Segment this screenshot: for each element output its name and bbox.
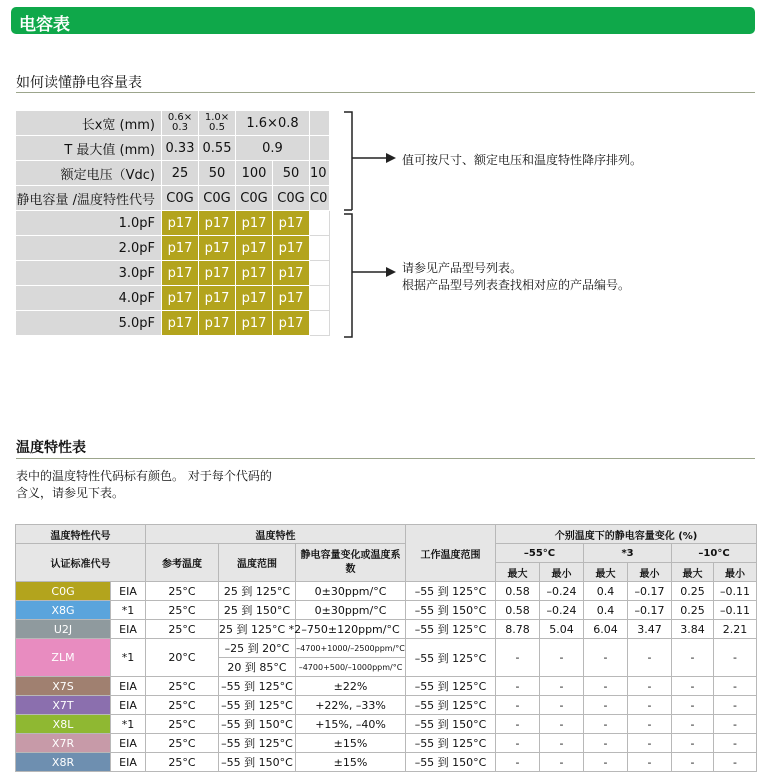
cap-change-value: - <box>628 734 672 753</box>
temp-code-swatch: X7T <box>16 696 111 715</box>
temp-code-swatch: X7S <box>16 677 111 696</box>
temp-coefficient: ±22% <box>296 677 406 696</box>
cap-change-value: - <box>628 715 672 734</box>
cap-change-value: - <box>628 696 672 715</box>
ref-temp: 25°C <box>146 715 219 734</box>
cap-change-value: 0.4 <box>584 582 628 601</box>
cap-change-value: 0.58 <box>496 582 540 601</box>
temp-range: –55 到 125°C <box>219 696 296 715</box>
cap-value-label: 4.0pF <box>16 286 162 311</box>
desc-line: 表中的温度特性代码标有颜色。 对于每个代码的 <box>16 469 272 483</box>
size-0603 <box>162 111 199 136</box>
temp-range: –55 到 150°C <box>219 753 296 772</box>
cap-change-value: - <box>628 753 672 772</box>
header-t1: –55°C <box>496 544 584 563</box>
header-bar <box>11 7 755 34</box>
cap-value-label: 5.0pF <box>16 311 162 336</box>
temp-code-value: C0G <box>236 186 273 211</box>
header-op-range: 工作温度范围 <box>406 525 496 582</box>
size-label: 长x宽 (mm) <box>16 111 162 136</box>
temp-coefficient: –750±120ppm/°C <box>296 620 406 639</box>
std-code: EIA <box>111 696 146 715</box>
header-max: 最大 <box>672 563 714 582</box>
voltage-value: 50 <box>273 161 310 186</box>
part-list-ref: p17 <box>199 311 236 336</box>
cap-change-value: –0.24 <box>540 601 584 620</box>
temp-range: –55 到 125°C <box>219 677 296 696</box>
temp-code-value: C0G <box>162 186 199 211</box>
header-temp-range: 温度范围 <box>219 544 296 582</box>
ref-temp: 25°C <box>146 753 219 772</box>
std-code: EIA <box>111 582 146 601</box>
cap-change-value: - <box>540 639 584 677</box>
size-value: 0.6× 0.3 <box>167 112 193 133</box>
ref-temp: 25°C <box>146 582 219 601</box>
cap-change-value: 3.47 <box>628 620 672 639</box>
header-max: 最大 <box>584 563 628 582</box>
op-range: –55 到 125°C <box>406 582 496 601</box>
op-range: –55 到 125°C <box>406 696 496 715</box>
part-list-ref: p17 <box>236 286 273 311</box>
std-code: EIA <box>111 734 146 753</box>
cap-change-value: - <box>714 753 757 772</box>
cap-change-value: - <box>714 696 757 715</box>
cap-change-value: - <box>496 753 540 772</box>
op-range: –55 到 125°C <box>406 677 496 696</box>
part-list-ref: p17 <box>273 286 310 311</box>
part-list-ref: p17 <box>236 211 273 236</box>
temp-code-label: 静电容量 /温度特性代号 <box>16 186 162 211</box>
part-list-ref: p17 <box>162 261 199 286</box>
cap-change-value: 6.04 <box>584 620 628 639</box>
cap-change-value: - <box>540 696 584 715</box>
part-list-ref: p17 <box>162 211 199 236</box>
std-code: *1 <box>111 639 146 677</box>
cap-change-value: - <box>672 753 714 772</box>
part-list-ref: p17 <box>273 311 310 336</box>
temp-section-title: 温度特性表 <box>16 440 86 456</box>
cap-value-label: 2.0pF <box>16 236 162 261</box>
temp-range: 25 到 125°C <box>219 582 296 601</box>
header-t3: –10°C <box>672 544 757 563</box>
header-code: 温度特性代号 <box>16 525 146 544</box>
cap-change-value: - <box>540 715 584 734</box>
temp-range: 20 到 85°C <box>219 658 296 677</box>
part-list-ref: p17 <box>199 286 236 311</box>
temp-coefficient: 0±30ppm/°C <box>296 582 406 601</box>
cap-change-value: - <box>672 696 714 715</box>
ref-temp: 20°C <box>146 639 219 677</box>
note-sort-order: 值可按尺寸、额定电压和温度特性降序排列。 <box>402 153 643 167</box>
cap-change-value: - <box>714 734 757 753</box>
temp-section-description <box>16 468 272 502</box>
temp-range: –55 到 125°C <box>219 734 296 753</box>
header-indiv: 个别温度下的静电容量变化 (%) <box>496 525 757 544</box>
ref-temp: 25°C <box>146 734 219 753</box>
note-line: 根据产品型号列表查找相对应的产品编号。 <box>402 278 631 292</box>
std-code: *1 <box>111 715 146 734</box>
cap-change-value: - <box>584 734 628 753</box>
temp-code-swatch: X8G <box>16 601 111 620</box>
temperature-characteristics-table <box>15 524 757 772</box>
cap-change-value: - <box>540 677 584 696</box>
ref-temp: 25°C <box>146 677 219 696</box>
cap-change-value: - <box>496 639 540 677</box>
cap-change-value: 0.58 <box>496 601 540 620</box>
part-list-ref: p17 <box>199 261 236 286</box>
std-code: EIA <box>111 677 146 696</box>
header-min: 最小 <box>714 563 757 582</box>
part-list-ref: p17 <box>162 236 199 261</box>
cap-change-value: - <box>496 734 540 753</box>
size-value: 1.0× 0.5 <box>204 112 230 133</box>
arrow-right-icon <box>352 151 398 165</box>
desc-line: 含义，请参见下表。 <box>16 486 125 500</box>
ref-temp: 25°C <box>146 620 219 639</box>
temp-code-swatch: U2J <box>16 620 111 639</box>
part-list-ref: p17 <box>162 286 199 311</box>
part-list-ref: p17 <box>273 211 310 236</box>
ref-temp: 25°C <box>146 696 219 715</box>
std-code: EIA <box>111 620 146 639</box>
temp-range: 25 到 150°C <box>219 601 296 620</box>
cap-change-value: - <box>714 639 757 677</box>
header-ref-temp: 参考温度 <box>146 544 219 582</box>
part-list-ref: p17 <box>199 236 236 261</box>
part-list-ref: p17 <box>162 311 199 336</box>
cap-change-value: –0.11 <box>714 601 757 620</box>
temp-coefficient: ±15% <box>296 734 406 753</box>
tmax-value: 0.33 <box>162 136 199 161</box>
part-list-ref: p17 <box>236 311 273 336</box>
note-line: 请参见产品型号列表。 <box>402 261 523 275</box>
temp-code-swatch: X8L <box>16 715 111 734</box>
temp-code-swatch: X8R <box>16 753 111 772</box>
temp-range: 25 到 125°C *2 <box>219 620 296 639</box>
cap-change-value: –0.11 <box>714 582 757 601</box>
cap-change-value: - <box>496 696 540 715</box>
cap-change-value: –0.17 <box>628 582 672 601</box>
op-range: –55 到 125°C <box>406 620 496 639</box>
header-std: 认证标准代号 <box>16 544 146 582</box>
cap-change-value: - <box>584 696 628 715</box>
cap-change-value: - <box>714 677 757 696</box>
cap-change-value: - <box>540 753 584 772</box>
temp-coefficient: ±15% <box>296 753 406 772</box>
temp-coefficient: +22%, –33% <box>296 696 406 715</box>
ref-temp: 25°C <box>146 601 219 620</box>
guide-section-title: 如何读懂静电容量表 <box>16 75 142 91</box>
part-list-ref: p17 <box>236 236 273 261</box>
header-cap-change: 静电容量变化或温度系数 <box>296 544 406 582</box>
tmax-label: T 最大值 (mm) <box>16 136 162 161</box>
cap-change-value: - <box>584 753 628 772</box>
temp-code-swatch: ZLM <box>16 639 111 677</box>
arrow-right-icon <box>352 265 398 279</box>
header-char: 温度特性 <box>146 525 406 544</box>
temp-range: –55 到 150°C <box>219 715 296 734</box>
temp-range: –25 到 20°C <box>219 639 296 658</box>
cap-change-value: - <box>672 677 714 696</box>
header-min: 最小 <box>628 563 672 582</box>
cap-value-label: 3.0pF <box>16 261 162 286</box>
cap-change-value: - <box>672 639 714 677</box>
cap-change-value: - <box>628 677 672 696</box>
std-code: EIA <box>111 753 146 772</box>
temp-coefficient: +15%, –40% <box>296 715 406 734</box>
temp-code-swatch: X7R <box>16 734 111 753</box>
cap-change-value: - <box>672 734 714 753</box>
cap-change-value: - <box>584 639 628 677</box>
part-list-ref: p17 <box>199 211 236 236</box>
voltage-value: 10 <box>310 161 330 186</box>
cap-change-value: - <box>672 715 714 734</box>
tmax-value: 0.55 <box>199 136 236 161</box>
part-list-ref: p17 <box>273 236 310 261</box>
temp-code-swatch: C0G <box>16 582 111 601</box>
op-range: –55 到 150°C <box>406 715 496 734</box>
section-rule <box>16 458 755 459</box>
cap-change-value: - <box>584 715 628 734</box>
voltage-value: 50 <box>199 161 236 186</box>
note-part-list <box>402 260 630 294</box>
tmax-value: 0.9 <box>236 136 310 161</box>
voltage-value: 25 <box>162 161 199 186</box>
temp-coefficient: 0±30ppm/°C <box>296 601 406 620</box>
cap-change-value: 0.25 <box>672 601 714 620</box>
cap-change-value: 5.04 <box>540 620 584 639</box>
voltage-label: 额定电压（Vdc) <box>16 161 162 186</box>
voltage-value: 100 <box>236 161 273 186</box>
cap-change-value: –0.24 <box>540 582 584 601</box>
size-1608: 1.6×0.8 <box>236 111 310 136</box>
temp-code-value: C0 <box>310 186 330 211</box>
cap-value-label: 1.0pF <box>16 211 162 236</box>
temp-coefficient: –4700+500/–1000ppm/°C <box>296 658 406 677</box>
cap-change-value: 8.78 <box>496 620 540 639</box>
op-range: –55 到 125°C <box>406 639 496 677</box>
op-range: –55 到 150°C <box>406 753 496 772</box>
cap-change-value: - <box>628 639 672 677</box>
header-min: 最小 <box>540 563 584 582</box>
header-max: 最大 <box>496 563 540 582</box>
bracket-icon <box>340 110 370 340</box>
cap-change-value: - <box>714 715 757 734</box>
temp-code-value: C0G <box>273 186 310 211</box>
cap-change-value: - <box>584 677 628 696</box>
part-list-ref: p17 <box>273 261 310 286</box>
part-list-ref: p17 <box>236 261 273 286</box>
cap-change-value: - <box>496 715 540 734</box>
size-1005 <box>199 111 236 136</box>
cap-change-value: 3.84 <box>672 620 714 639</box>
header-t2: *3 <box>584 544 672 563</box>
cap-change-value: 0.4 <box>584 601 628 620</box>
page-title: 电容表 <box>19 15 70 35</box>
temp-code-value: C0G <box>199 186 236 211</box>
cap-change-value: –0.17 <box>628 601 672 620</box>
op-range: –55 到 125°C <box>406 734 496 753</box>
temp-coefficient: –4700+1000/–2500ppm/°C <box>296 639 406 658</box>
section-rule <box>16 92 755 93</box>
capacitance-guide-table <box>15 110 330 336</box>
std-code: *1 <box>111 601 146 620</box>
cap-change-value: - <box>496 677 540 696</box>
cap-change-value: - <box>540 734 584 753</box>
cap-change-value: 0.25 <box>672 582 714 601</box>
op-range: –55 到 150°C <box>406 601 496 620</box>
cap-change-value: 2.21 <box>714 620 757 639</box>
